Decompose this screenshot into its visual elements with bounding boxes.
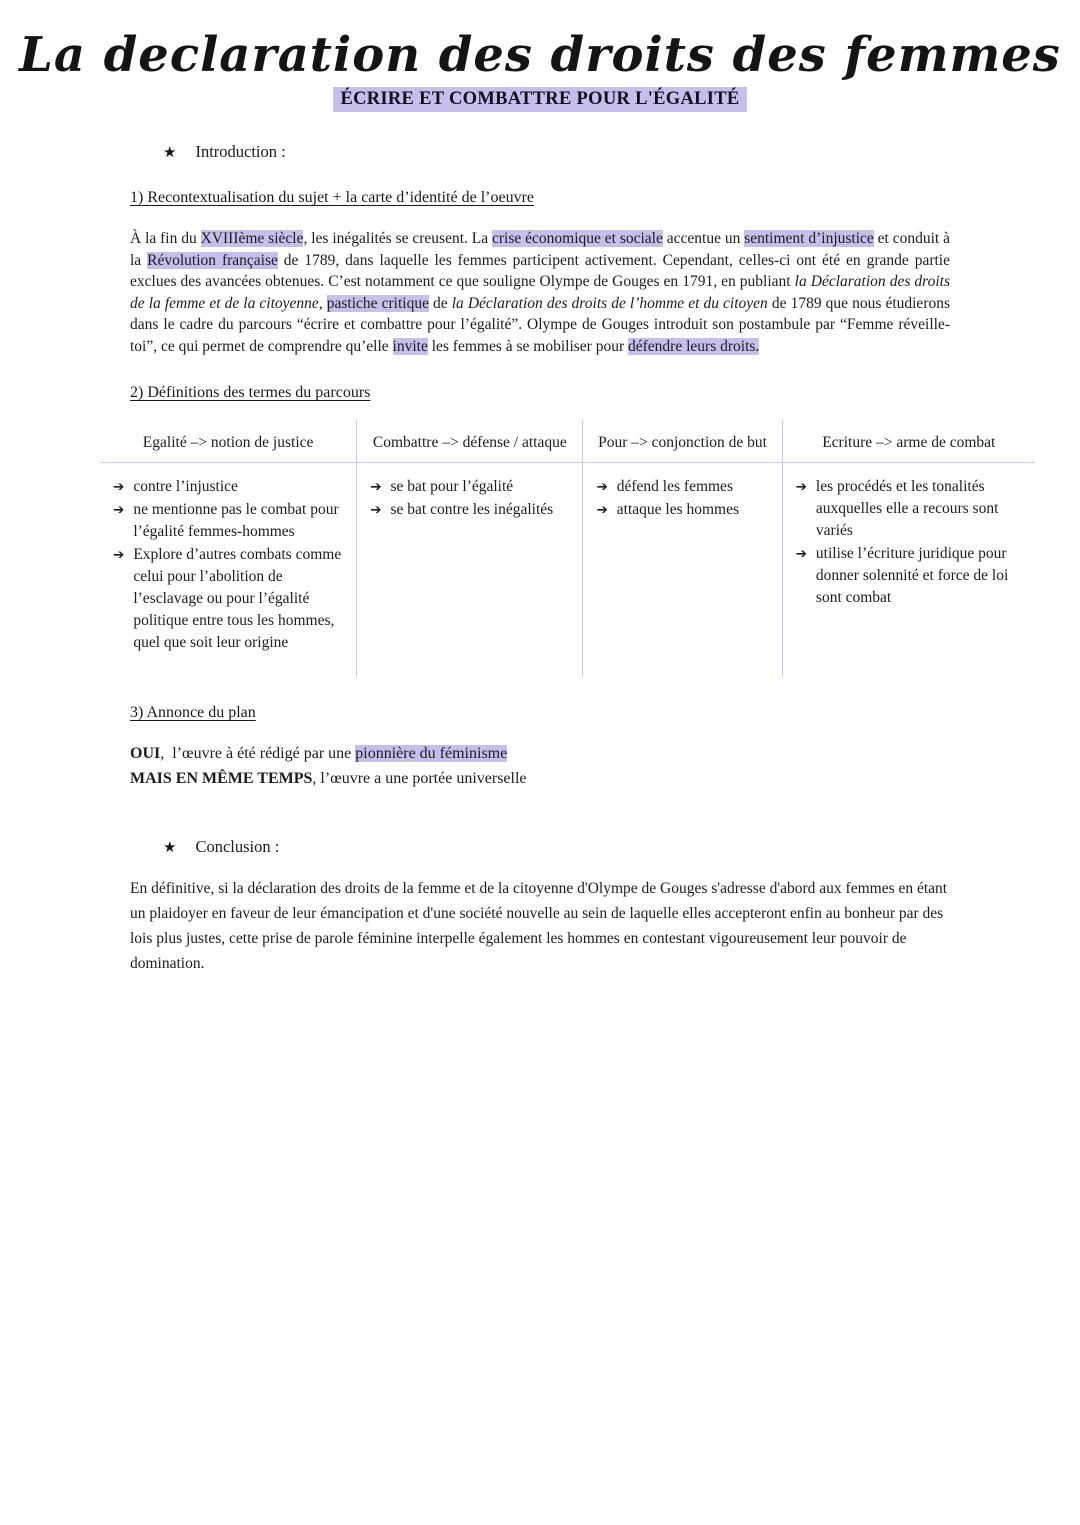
star-icon: ★ bbox=[163, 838, 177, 857]
arrow-bullet-icon: ➔ bbox=[795, 479, 807, 496]
bullet-item bbox=[596, 476, 773, 498]
bullet-item-text: se bat contre les inégalités bbox=[390, 501, 554, 519]
bullet-item bbox=[370, 476, 574, 498]
conclusion-heading bbox=[163, 837, 950, 857]
section-1-heading: 1) Recontextualisation du sujet + la carte d’identité de l’oeuvre bbox=[130, 189, 534, 207]
column-header: Egalité –> notion de justice bbox=[100, 420, 356, 463]
conclusion-label: Conclusion : bbox=[195, 837, 280, 857]
intro-paragraph bbox=[130, 228, 950, 357]
text-run: OUI bbox=[130, 745, 161, 763]
bullet-item bbox=[113, 476, 348, 498]
column-items bbox=[583, 463, 781, 544]
highlighted-text: XVIIIème siècle bbox=[200, 230, 304, 248]
column-header: Pour –> conjonction de but bbox=[583, 420, 781, 463]
document-header bbox=[0, 0, 1080, 112]
arrow-bullet-icon: ➔ bbox=[596, 502, 608, 519]
highlighted-text: pastiche critique bbox=[326, 294, 429, 312]
subtitle-row bbox=[0, 87, 1080, 112]
text-run: , l’œuvre a une portée universelle bbox=[312, 770, 527, 788]
column-items bbox=[357, 463, 582, 544]
conclusion-paragraph: En définitive, si la déclaration des droits de la femme et de la citoyenne d'Olympe de Gouges s'adresse d'abord aux femmes en étant un plaidoyer en faveur de leur émancipation et d'une société nouvelle au sein de laquelle elles accepteront enfin au bonheur par des lois plus justes, cette prise de parole féminine interpelle également les hommes en contestant vigoureusement leur pouvoir de domination. bbox=[130, 880, 948, 973]
bullet-item-text: utilise l’écriture juridique pour donner solennité et force de loi sont combat bbox=[815, 545, 1009, 607]
text-run: de bbox=[428, 294, 452, 312]
table-column-pour bbox=[582, 420, 781, 677]
intro-heading bbox=[163, 142, 950, 162]
page-title: La declaration des droits des femmes bbox=[19, 27, 1061, 83]
column-header: Combattre –> défense / attaque bbox=[357, 420, 582, 463]
text-run: À la fin du bbox=[130, 230, 201, 248]
table-column-combattre bbox=[356, 420, 582, 677]
section-2-heading: 2) Définitions des termes du parcours bbox=[130, 384, 371, 402]
bullet-item-text: les procédés et les tonalités auxquelles elle a recours sont variés bbox=[815, 478, 999, 540]
text-run: de 1789 que nous étudierons dans le cadre du parcours “écrire et combattre pour l’égalité”. Olympe de Gouges introduit son postambule par “Femme réveille-toi”, ce qui permet de comprendre qu’elle bbox=[130, 294, 951, 355]
definitions-table bbox=[100, 420, 1035, 677]
highlighted-text: sentiment d’injustice bbox=[744, 230, 874, 248]
arrow-bullet-icon: ➔ bbox=[596, 479, 608, 496]
highlighted-text: défendre leurs droits. bbox=[628, 337, 760, 355]
text-run: les femmes à se mobiliser pour bbox=[427, 337, 629, 355]
text-run: , bbox=[318, 294, 327, 312]
arrow-bullet-icon: ➔ bbox=[370, 479, 382, 496]
bullet-item bbox=[796, 476, 1027, 542]
highlighted-text: Révolution française bbox=[147, 251, 278, 269]
text-run: accentue un bbox=[662, 230, 745, 248]
arrow-bullet-icon: ➔ bbox=[113, 547, 125, 564]
table-column-egalite bbox=[100, 420, 356, 677]
table-column-ecriture bbox=[782, 420, 1035, 677]
highlighted-text: crise économique et sociale bbox=[492, 230, 663, 248]
text-run: , les inégalités se creusent. La bbox=[303, 230, 492, 248]
column-header: Ecriture –> arme de combat bbox=[783, 420, 1035, 463]
section-3-heading: 3) Annonce du plan bbox=[130, 704, 256, 722]
arrow-bullet-icon: ➔ bbox=[795, 546, 807, 563]
text-run: , l’œuvre à été rédigé par une bbox=[160, 745, 356, 763]
plan-line-mais bbox=[130, 767, 950, 790]
bullet-item bbox=[113, 499, 348, 543]
bullet-item-text: contre l’injustice bbox=[133, 478, 238, 496]
plan-line-oui bbox=[130, 742, 950, 765]
highlighted-text: invite bbox=[392, 337, 428, 355]
bullet-item-text: défend les femmes bbox=[616, 478, 733, 496]
arrow-bullet-icon: ➔ bbox=[113, 502, 125, 519]
text-run: et conduit à la bbox=[130, 230, 950, 269]
bullet-item bbox=[796, 543, 1027, 609]
bullet-item bbox=[370, 499, 574, 521]
bullet-item-text: se bat pour l’égalité bbox=[390, 478, 514, 496]
document-body bbox=[113, 142, 1009, 976]
bullet-item bbox=[596, 499, 773, 521]
intro-label: Introduction : bbox=[195, 142, 286, 162]
arrow-bullet-icon: ➔ bbox=[370, 502, 382, 519]
star-icon: ★ bbox=[163, 143, 177, 162]
arrow-bullet-icon: ➔ bbox=[113, 479, 125, 496]
highlighted-text: pionnière du féminisme bbox=[355, 745, 508, 763]
text-run: de 1789, dans laquelle les femmes participent activement. Cependant, celles-ci ont été en grande partie exclues des avancées obtenues. C’est notamment ce que souligne Olympe de Gouges en 1791, en publiant bbox=[130, 251, 950, 291]
bullet-item-text: attaque les hommes bbox=[616, 501, 740, 519]
text-run: la Déclaration des droits de l’homme et du citoyen bbox=[451, 294, 768, 312]
page-subtitle: ÉCRIRE ET COMBATTRE POUR L'ÉGALITÉ bbox=[333, 87, 746, 112]
bullet-item bbox=[113, 544, 348, 654]
column-items bbox=[100, 463, 356, 677]
text-run: MAIS EN MÊME TEMPS bbox=[130, 770, 313, 788]
bullet-item-text: Explore d’autres combats comme celui pour l’abolition de l’esclavage ou pour l’égalité politique entre tous les hommes, quel que soit leur origine bbox=[133, 546, 342, 652]
column-items bbox=[783, 463, 1035, 632]
bullet-item-text: ne mentionne pas le combat pour l’égalité femmes-hommes bbox=[133, 501, 339, 541]
text-run: la Déclaration des droits de la femme et de la citoyenne bbox=[130, 273, 950, 312]
